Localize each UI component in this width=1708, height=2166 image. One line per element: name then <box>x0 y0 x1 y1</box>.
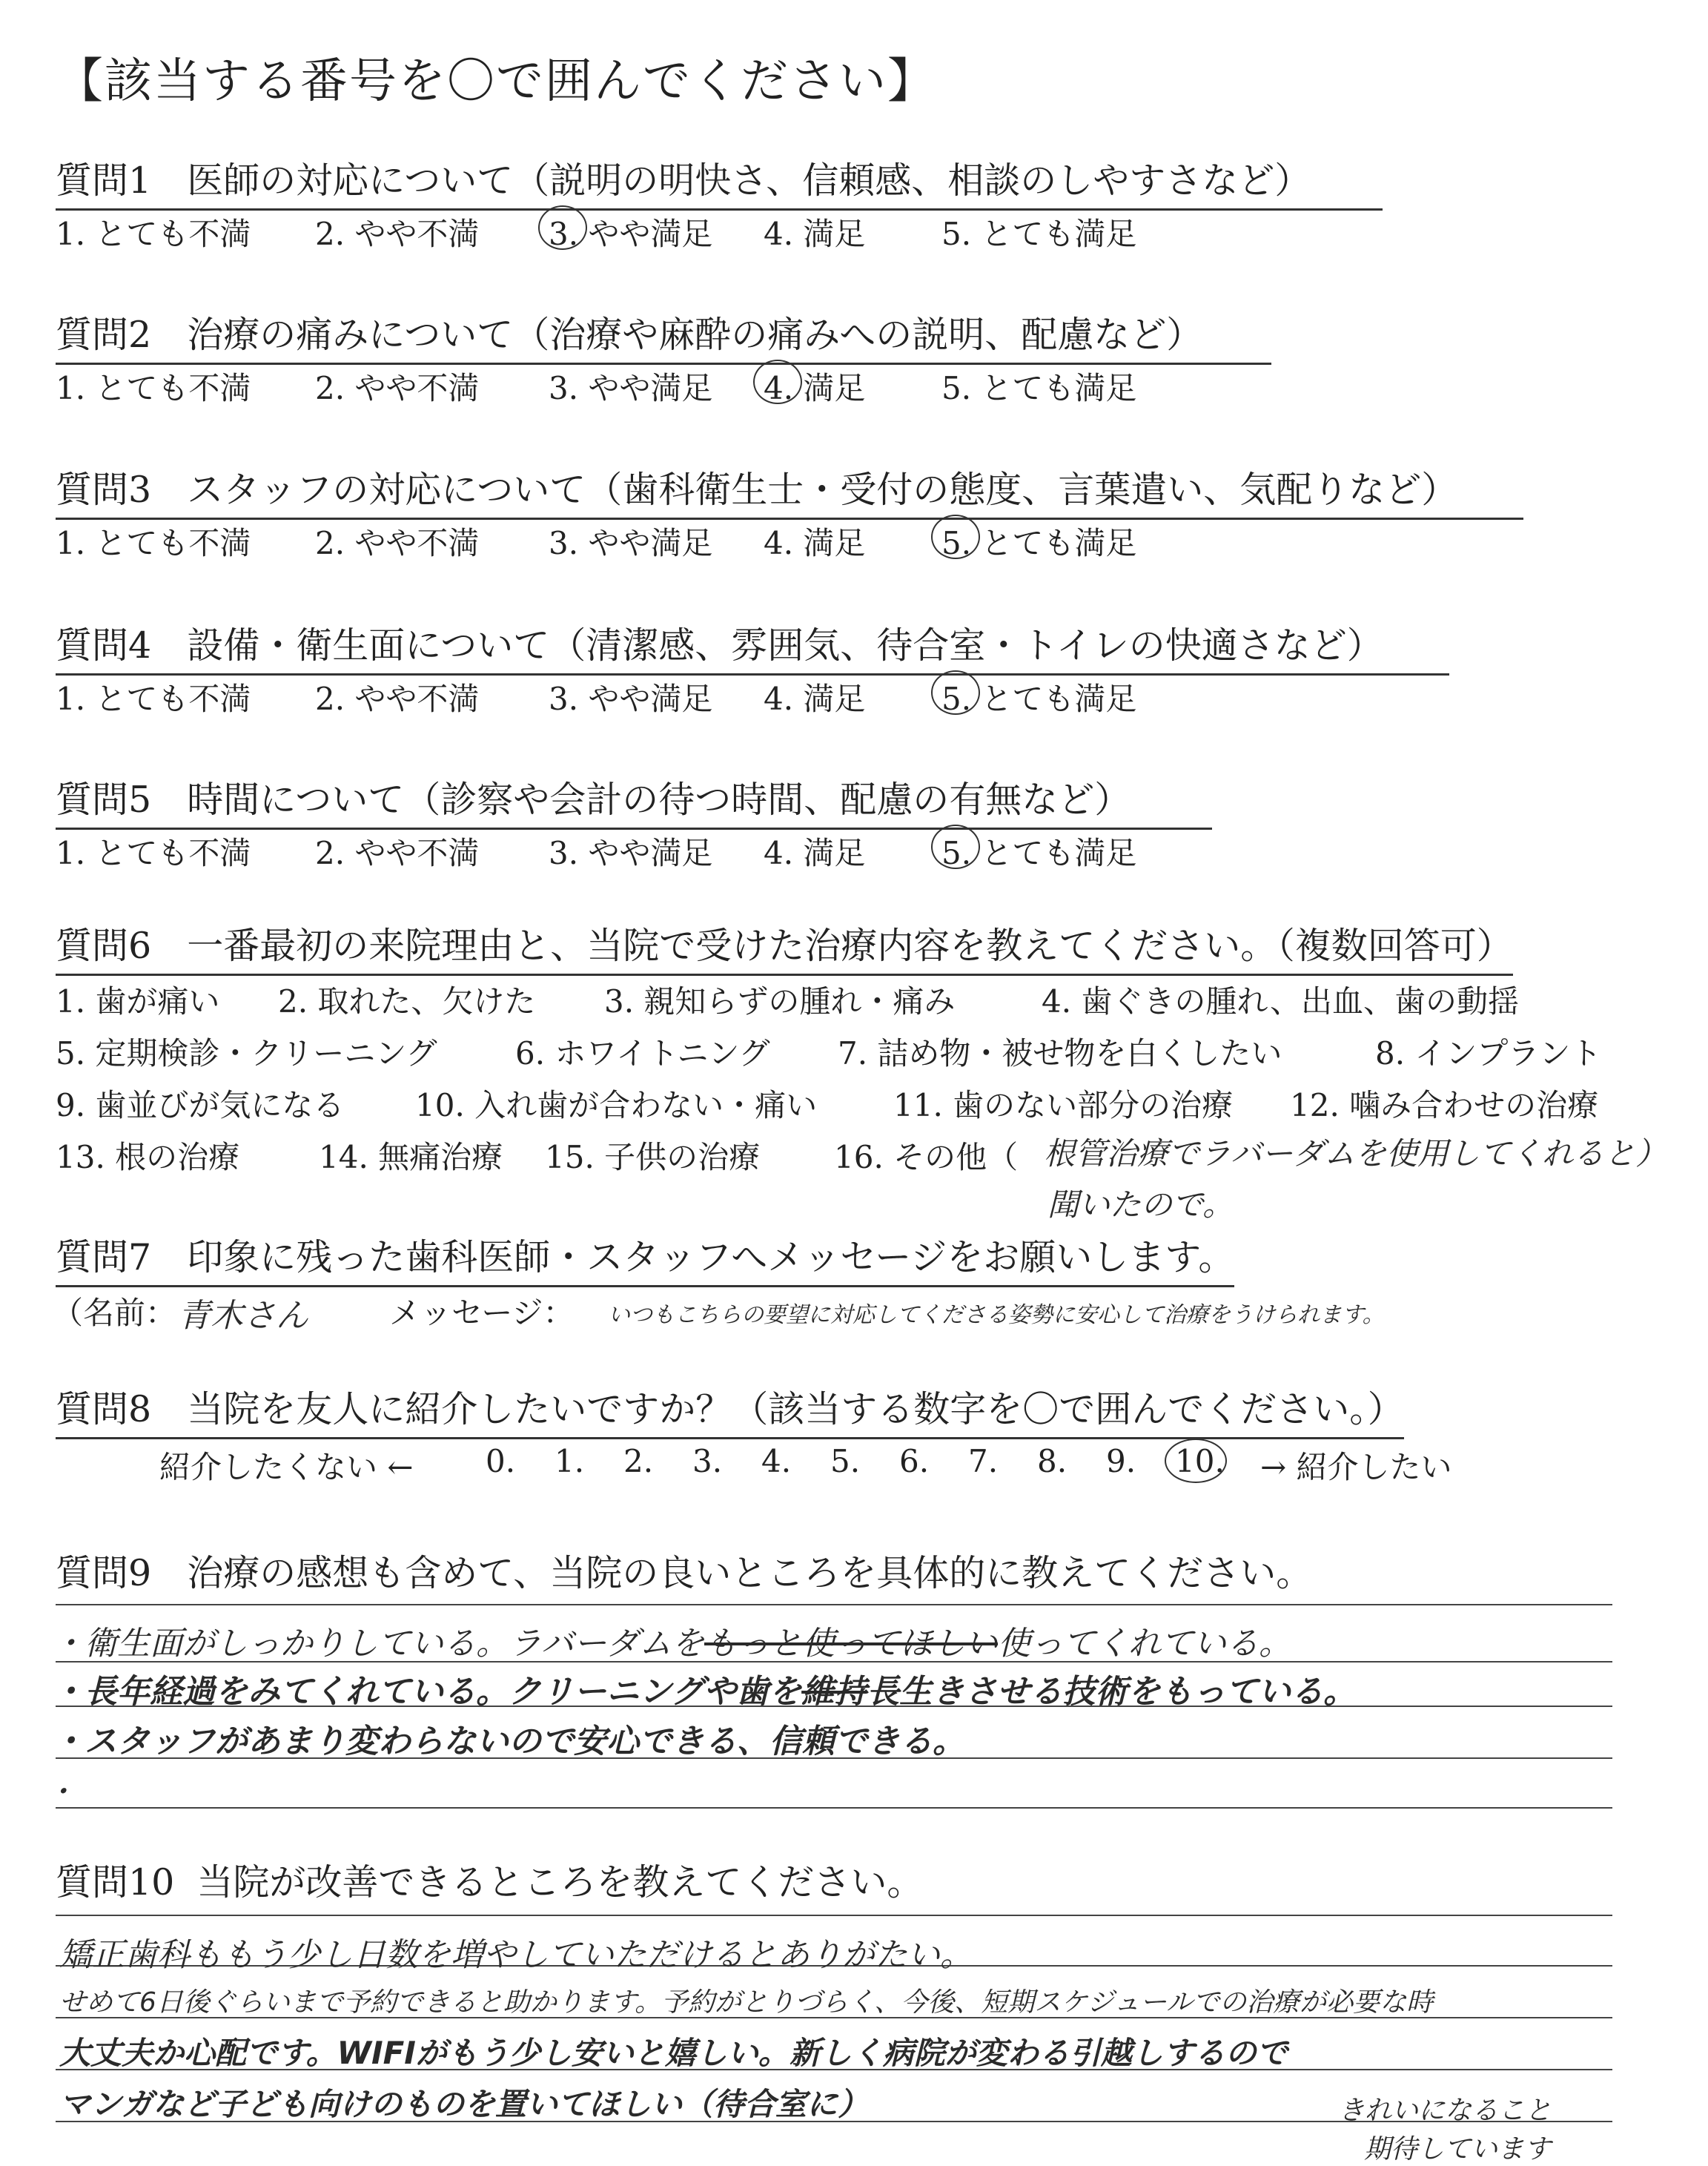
q9-line1-part1: ・衛生面がしっかりしている。ラバーダムを <box>52 1625 704 1663</box>
q1-option-5[interactable]: 5. とても満足 <box>941 216 1137 252</box>
q8-scale-10[interactable]: 10. <box>1175 1443 1225 1479</box>
q7-name-label: （名前： <box>52 1295 177 1331</box>
q8-scale-1[interactable]: 1. <box>555 1443 585 1479</box>
q6-other-line1: 根管治療でラバーダムを使用してくれると） <box>1044 1135 1667 1172</box>
q8-scale-6[interactable]: 6. <box>899 1443 930 1479</box>
q10-rule-1 <box>56 1915 1612 1916</box>
q10-answer-line3: 大丈夫か心配です。WIFIがもう少し安いと嬉しい。新しく病院が変わる引越しするので <box>59 2035 1288 2071</box>
q9-line1-part2: 使ってくれている。 <box>998 1625 1291 1663</box>
q6-other-line2: 聞いたので。 <box>1047 1186 1234 1223</box>
q1-option-4[interactable]: 4. 満足 <box>764 216 866 252</box>
q7-heading <box>56 1229 1234 1287</box>
q9-heading <box>56 1545 1312 1597</box>
q3-option-2[interactable]: 2. やや不満 <box>315 525 480 561</box>
q10-answer-line2: せめて6日後ぐらいまで予約できると助かります。予約がとりづらく、今後、短期スケジュールでの治療が必要な時 <box>59 1987 1434 2018</box>
q1-text: 医師の対応について（説明の明快さ、信頼感、相談のしやすさなど） <box>187 159 1311 202</box>
q6-option-14[interactable]: 14. 無痛治療 <box>319 1139 503 1175</box>
q4-option-1[interactable]: 1. とても不満 <box>56 681 251 717</box>
q3-option-1[interactable]: 1. とても不満 <box>56 525 251 561</box>
q2-option-2[interactable]: 2. やや不満 <box>315 370 480 406</box>
q3-option-5[interactable]: 5. とても満足 <box>941 525 1137 561</box>
q2-option-3[interactable]: 3. やや満足 <box>549 370 713 406</box>
q5-option-2[interactable]: 2. やや不満 <box>315 835 480 871</box>
q6-heading <box>56 917 1513 976</box>
q2-number: 質問2 <box>56 314 152 356</box>
q5-option-3[interactable]: 3. やや満足 <box>549 835 713 871</box>
q8-selected-circle <box>1165 1439 1227 1483</box>
q9-line2-part2: 長生きさせる技術をもっている。 <box>867 1673 1357 1711</box>
q8-text: 当院を友人に紹介したいですか？（該当する数字を〇で囲んでください。） <box>187 1388 1404 1430</box>
q2-selected-circle <box>753 360 802 404</box>
q1-option-3[interactable]: 3. やや満足 <box>549 216 713 252</box>
q1-option-1[interactable]: 1. とても不満 <box>56 216 251 252</box>
q4-option-4[interactable]: 4. 満足 <box>764 681 866 717</box>
q8-right-label: → 紹介したい <box>1260 1449 1452 1485</box>
q7-text: 印象に残った歯科医師・スタッフへメッセージをお願いします。 <box>187 1236 1235 1278</box>
q3-selected-circle <box>931 515 980 559</box>
q8-scale-2[interactable]: 2. <box>623 1443 654 1479</box>
q9-rule-5 <box>56 1807 1612 1809</box>
q3-text: スタッフの対応について（歯科衛生士・受付の態度、言葉遣い、気配りなど） <box>187 469 1458 511</box>
q6-option-13[interactable]: 13. 根の治療 <box>56 1139 240 1175</box>
q9-line2-part1: ・長年経過をみてくれている。クリーニングや歯を <box>52 1673 802 1711</box>
q7-message-value: いつもこちらの要望に対応してくださる姿勢に安心して治療をうけられます。 <box>608 1302 1385 1328</box>
q10-number: 質問10 <box>56 1861 175 1903</box>
q2-option-1[interactable]: 1. とても不満 <box>56 370 251 406</box>
q6-option-10[interactable]: 10. 入れ歯が合わない・痛い <box>415 1087 818 1123</box>
q6-option-2[interactable]: 2. 取れた、欠けた <box>278 983 536 1020</box>
q10-note-line1: きれいになること <box>1338 2096 1552 2126</box>
q9-answer-line1 <box>52 1617 1291 1664</box>
q6-option-7[interactable]: 7. 詰め物・被せ物を白くしたい <box>838 1035 1282 1072</box>
q2-heading <box>56 306 1271 365</box>
q7-number: 質問7 <box>56 1236 152 1278</box>
q6-option-1[interactable]: 1. 歯が痛い <box>56 983 220 1020</box>
q10-heading <box>56 1854 923 1906</box>
q2-option-5[interactable]: 5. とても満足 <box>941 370 1137 406</box>
q6-option-8[interactable]: 8. インプラント <box>1375 1035 1602 1072</box>
q7-message-label: メッセージ： <box>389 1295 575 1331</box>
q5-number: 質問5 <box>56 779 152 821</box>
q8-scale-5[interactable]: 5. <box>830 1443 861 1479</box>
q8-scale-7[interactable]: 7. <box>968 1443 999 1479</box>
q10-text: 当院が改善できるところを教えてください。 <box>196 1861 924 1903</box>
q3-option-3[interactable]: 3. やや満足 <box>549 525 713 561</box>
q5-selected-circle <box>931 825 980 869</box>
q4-option-3[interactable]: 3. やや満足 <box>549 681 713 717</box>
q6-option-16[interactable]: 16. その他（ <box>834 1139 1019 1175</box>
q3-option-4[interactable]: 4. 満足 <box>764 525 866 561</box>
q6-option-3[interactable]: 3. 親知らずの腫れ・痛み <box>604 983 956 1020</box>
page-title: 【該当する番号を〇で囲んでください】 <box>56 54 936 109</box>
q5-option-5[interactable]: 5. とても満足 <box>941 835 1137 871</box>
q9-answer-line2 <box>52 1665 1356 1712</box>
q2-text: 治療の痛みについて（治療や麻酔の痛みへの説明、配慮など） <box>187 314 1203 356</box>
q1-selected-circle <box>538 205 587 250</box>
q4-number: 質問4 <box>56 624 152 667</box>
q2-option-4[interactable]: 4. 満足 <box>764 370 866 406</box>
q8-scale-4[interactable]: 4. <box>761 1443 792 1479</box>
q6-option-4[interactable]: 4. 歯ぐきの腫れ、出血、歯の動揺 <box>1042 983 1519 1020</box>
q8-left-label: 紹介したくない ← <box>159 1449 414 1485</box>
q5-heading <box>56 771 1212 830</box>
q8-scale-9[interactable]: 9. <box>1106 1443 1136 1479</box>
q7-name-value: 青木さん <box>178 1297 308 1335</box>
q4-selected-circle <box>931 670 980 715</box>
q6-text: 一番最初の来院理由と、当院で受けた治療内容を教えてください。（複数回答可） <box>187 925 1513 967</box>
q5-text: 時間について（診察や会計の待つ時間、配慮の有無など） <box>187 779 1131 821</box>
q10-answer-line4: マンガなど子ども向けのものを置いてほしい（待合室に） <box>59 2086 870 2122</box>
q4-heading <box>56 617 1449 676</box>
q6-option-9[interactable]: 9. 歯並びが気になる <box>56 1087 345 1123</box>
q6-option-11[interactable]: 11. 歯のない部分の治療 <box>893 1087 1234 1123</box>
q6-option-6[interactable]: 6. ホワイトニング <box>515 1035 770 1072</box>
q9-line1-struck: もっと使ってほしい <box>704 1625 998 1663</box>
q10-note-line2: 期待しています <box>1364 2134 1552 2165</box>
q1-heading <box>56 152 1383 211</box>
q6-number: 質問6 <box>56 925 152 967</box>
q8-scale-0[interactable]: 0. <box>486 1443 516 1479</box>
q8-scale-3[interactable]: 3. <box>692 1443 723 1479</box>
q3-heading <box>56 461 1523 520</box>
q8-scale-8[interactable]: 8. <box>1037 1443 1068 1479</box>
q6-option-15[interactable]: 15. 子供の治療 <box>545 1139 761 1175</box>
q3-number: 質問3 <box>56 469 152 511</box>
q6-option-5[interactable]: 5. 定期検診・クリーニング <box>56 1035 437 1072</box>
q9-answer-line3: ・スタッフがあまり変わらないので安心できる、信頼できる。 <box>52 1723 965 1760</box>
q1-option-2[interactable]: 2. やや不満 <box>315 216 480 252</box>
q1-number: 質問1 <box>56 159 152 202</box>
q5-option-1[interactable]: 1. とても不満 <box>56 835 251 871</box>
q10-answer-line1: 矯正歯科ももう少し日数を増やしていただけるとありがたい。 <box>59 1936 973 1974</box>
q9-answer-line4: ・ <box>46 1775 76 1809</box>
q9-number: 質問9 <box>56 1552 152 1594</box>
q9-text: 治療の感想も含めて、当院の良いところを具体的に教えてください。 <box>187 1552 1313 1594</box>
q9-rule-1 <box>56 1604 1612 1605</box>
q6-option-12[interactable]: 12. 噛み合わせの治療 <box>1290 1087 1599 1123</box>
q4-option-2[interactable]: 2. やや不満 <box>315 681 480 717</box>
q4-text: 設備・衛生面について（清潔感、雰囲気、待合室・トイレの快適さなど） <box>187 624 1383 667</box>
q8-number: 質問8 <box>56 1388 152 1430</box>
q9-line2-struck: 維持 <box>801 1673 867 1711</box>
q8-heading <box>56 1381 1404 1439</box>
q5-option-4[interactable]: 4. 満足 <box>764 835 866 871</box>
q4-option-5[interactable]: 5. とても満足 <box>941 681 1137 717</box>
